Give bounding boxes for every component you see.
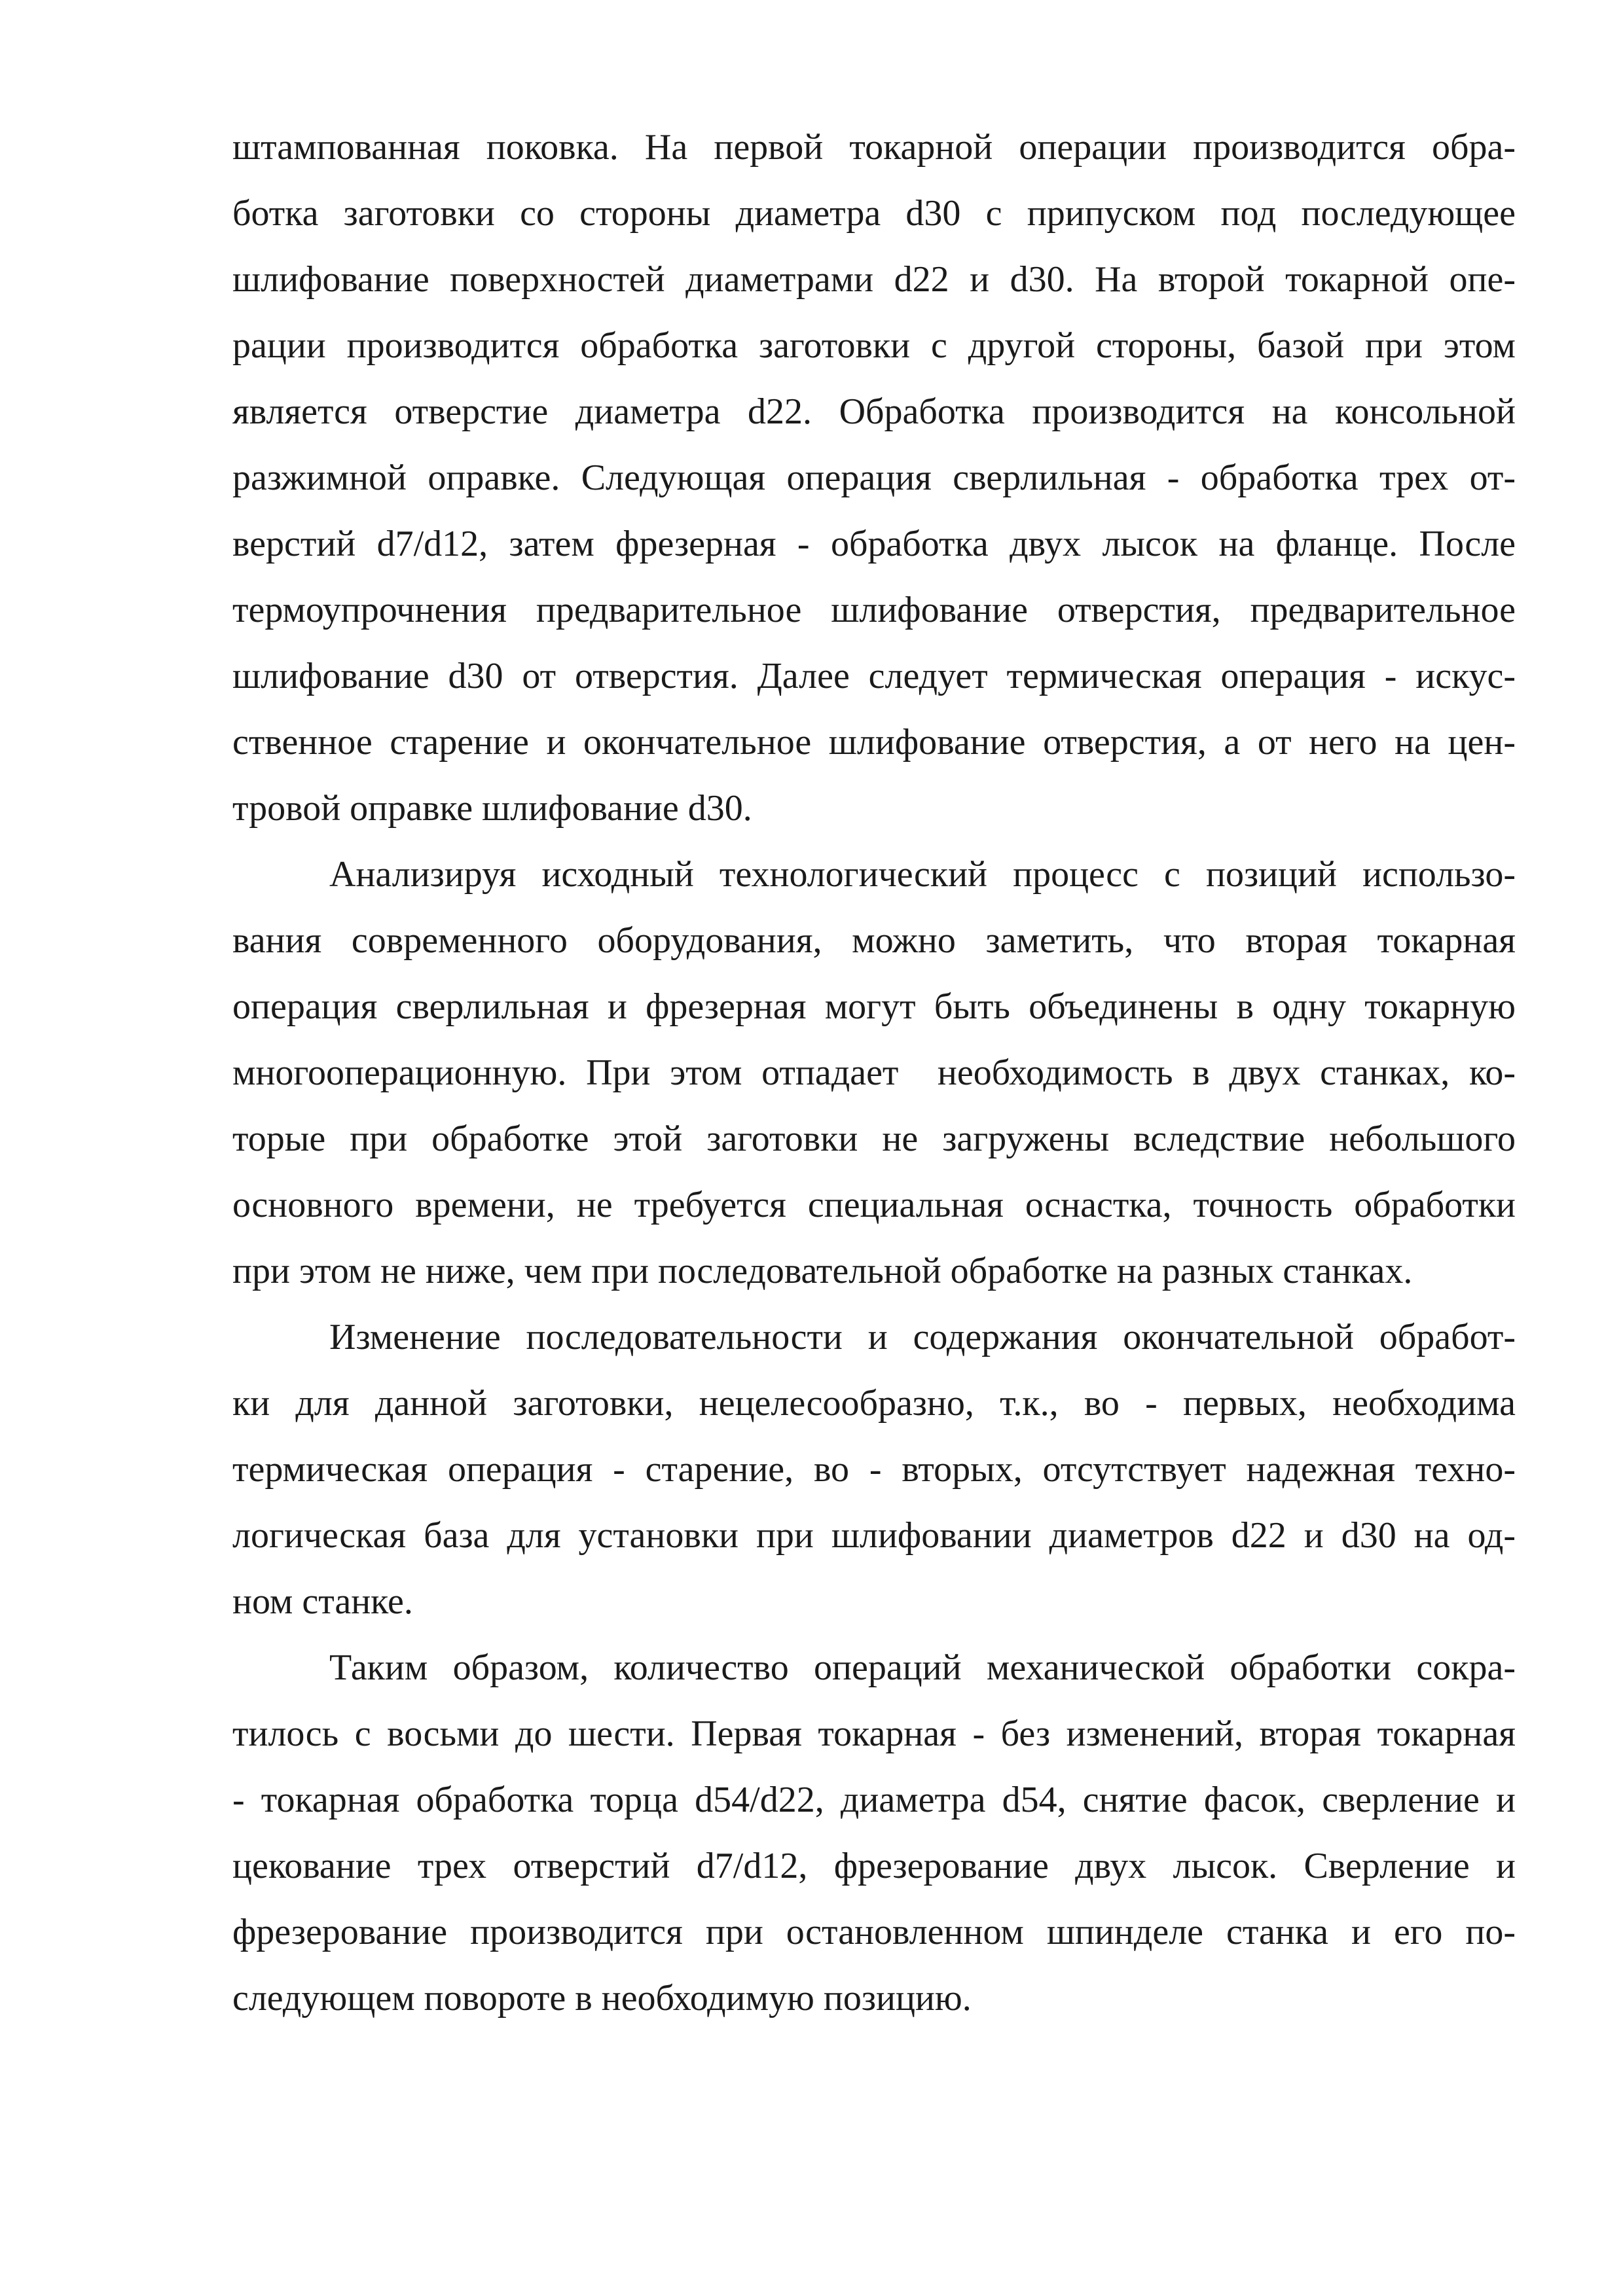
text-line: Анализируя исходный технологический процесс с позиций использо- <box>329 854 1516 895</box>
text-line: следующем повороте в необходимую позицию. <box>232 1978 972 2018</box>
paragraph-3 <box>232 1304 1516 1635</box>
text-line: Изменение последовательности и содержания окончательной обработ- <box>329 1317 1516 1357</box>
text-line: рации производится обработка заготовки с другой стороны, базой при этом <box>232 325 1516 366</box>
paragraph-2 <box>232 842 1516 1304</box>
text-line: цекование трех отверстий d7/d12, фрезерование двух лысок. Сверление и <box>232 1846 1516 1886</box>
text-line: Таким образом, количество операций механической обработки сокра- <box>329 1647 1516 1688</box>
text-line: операция сверлильная и фрезерная могут быть объединены в одну токарную <box>232 986 1516 1027</box>
text-line: логическая база для установки при шлифовании диаметров d22 и d30 на од- <box>232 1515 1516 1556</box>
text-line: ботка заготовки со стороны диаметра d30 с припуском под последующее <box>232 193 1516 234</box>
text-line: основного времени, не требуется специальная оснастка, точность обработки <box>232 1185 1516 1225</box>
text-line: термическая операция - старение, во - вторых, отсутствует надежная техно- <box>232 1449 1516 1490</box>
text-line: при этом не ниже, чем при последовательной обработке на разных станках. <box>232 1251 1413 1291</box>
text-line: ки для данной заготовки, нецелесообразно, т.к., во - первых, необходима <box>232 1383 1516 1424</box>
text-line: шлифование поверхностей диаметрами d22 и d30. На второй токарной опе- <box>232 259 1516 300</box>
text-line: разжимной оправке. Следующая операция сверлильная - обработка трех от- <box>232 457 1516 498</box>
text-line: фрезерование производится при остановленном шпинделе станка и его по- <box>232 1912 1516 1952</box>
paragraph-4 <box>232 1635 1516 2032</box>
text-line: шлифование d30 от отверстия. Далее следует термическая операция - искус- <box>232 656 1516 696</box>
text-line: тилось с восьми до шести. Первая токарная - без изменений, вторая токарная <box>232 1713 1516 1754</box>
text-line: торые при обработке этой заготовки не загружены вследствие небольшого <box>232 1119 1516 1159</box>
text-line: вания современного оборудования, можно заметить, что вторая токарная <box>232 920 1516 961</box>
document-body <box>232 115 1516 2032</box>
paragraph-1 <box>232 115 1516 842</box>
text-line: ном станке. <box>232 1581 413 1622</box>
text-line: - токарная обработка торца d54/d22, диаметра d54, снятие фасок, сверление и <box>232 1780 1516 1820</box>
text-line: верстий d7/d12, затем фрезерная - обработка двух лысок на фланце. После <box>232 524 1516 564</box>
text-line: ственное старение и окончательное шлифование отверстия, а от него на цен- <box>232 722 1516 762</box>
text-line: является отверстие диаметра d22. Обработка производится на консольной <box>232 391 1516 432</box>
text-line: многооперационную. При этом отпадает необходимость в двух станках, ко- <box>232 1052 1516 1093</box>
text-line: тровой оправке шлифование d30. <box>232 788 752 829</box>
text-line: штампованная поковка. На первой токарной операции производится обра- <box>232 127 1516 168</box>
text-line: термоупрочнения предварительное шлифование отверстия, предварительное <box>232 590 1516 630</box>
